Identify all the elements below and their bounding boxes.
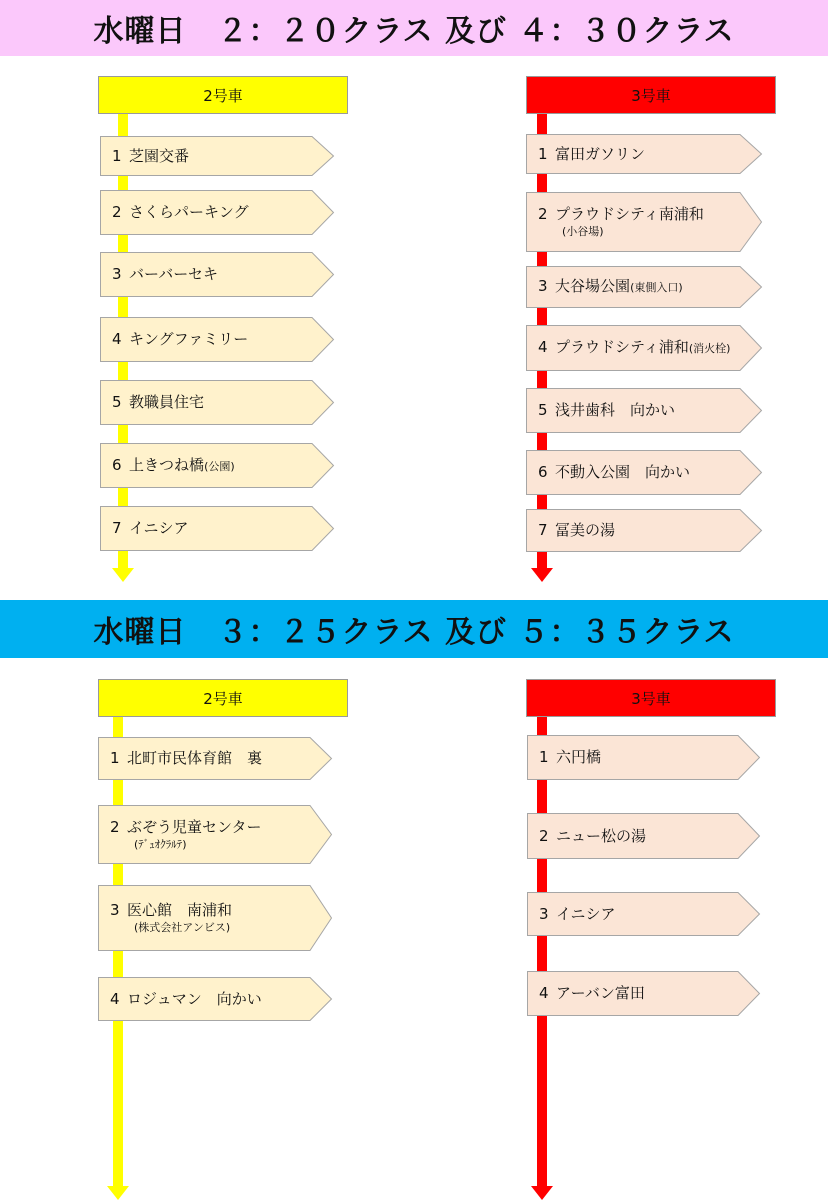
stop-text bbox=[112, 443, 306, 488]
stop-sign bbox=[526, 192, 762, 252]
stop-note: (公園) bbox=[204, 459, 235, 473]
stop-subtext: (ﾃﾞｭｵｸﾗﾙﾃ) bbox=[134, 837, 187, 851]
stop-text bbox=[538, 450, 734, 495]
stop-name: 六円橋 bbox=[556, 748, 602, 766]
section-1-route-yellow-header bbox=[98, 76, 348, 114]
stop-main-line bbox=[112, 203, 306, 222]
stop-main-line bbox=[539, 748, 732, 767]
stop-note: (東側入口) bbox=[630, 281, 683, 294]
stop-main-line bbox=[539, 827, 732, 846]
stop-name: 上きつね橋 bbox=[129, 455, 205, 474]
section-1-route-red-header bbox=[526, 76, 776, 114]
stop-sign bbox=[526, 388, 762, 433]
stop-subtext: (小谷場) bbox=[562, 225, 604, 238]
stop-text bbox=[110, 805, 304, 864]
stop-name: アーバン富田 bbox=[556, 984, 645, 1002]
stop-text bbox=[538, 266, 734, 308]
stop-main-line bbox=[110, 749, 304, 768]
stop-main-line bbox=[112, 519, 306, 538]
stop-text bbox=[539, 971, 732, 1016]
stop-number: 3 bbox=[538, 277, 548, 295]
stop-name: イニシア bbox=[556, 904, 616, 923]
stop-name: 冨美の湯 bbox=[555, 521, 616, 539]
section-2-route-yellow-name: 2号車 bbox=[203, 689, 243, 708]
section-1-route-red-name: 3号車 bbox=[631, 86, 671, 105]
stop-sign bbox=[527, 735, 760, 780]
stop-name: ロジュマン 向かい bbox=[127, 989, 262, 1008]
stop-sign bbox=[100, 506, 334, 551]
stop-number: 1 bbox=[538, 144, 548, 163]
section-1-route-yellow-name: 2号車 bbox=[203, 86, 243, 105]
stop-text bbox=[112, 380, 306, 425]
stop-name: イニシア bbox=[129, 519, 189, 537]
stop-main-line bbox=[112, 147, 306, 166]
stop-name: バーバーセキ bbox=[129, 265, 218, 283]
stop-name: プラウドシティ南浦和 bbox=[555, 205, 704, 223]
section-1-banner bbox=[0, 0, 828, 56]
stop-text bbox=[112, 190, 306, 235]
stop-sign bbox=[98, 805, 332, 864]
stop-sign bbox=[526, 266, 762, 308]
stop-sign bbox=[100, 252, 334, 297]
section-2-route-red-arrowhead bbox=[531, 1186, 553, 1200]
stop-main-line bbox=[538, 521, 734, 540]
section-1-route-red-arrowhead bbox=[531, 568, 553, 582]
stop-number: 5 bbox=[112, 393, 122, 411]
stop-sign bbox=[100, 443, 334, 488]
section-1-title: 水曜日 ２：２０クラス 及び ４：３０クラス bbox=[93, 14, 735, 49]
stop-name: 富田ガソリン bbox=[555, 144, 646, 163]
section-2-route-red-line bbox=[537, 712, 547, 1186]
stop-name: さくらパーキング bbox=[129, 203, 249, 221]
stop-main-line bbox=[539, 984, 732, 1003]
stop-number: 4 bbox=[110, 989, 120, 1008]
stop-name: ニュー松の湯 bbox=[556, 826, 647, 845]
stop-name: 大谷場公園 bbox=[555, 277, 631, 295]
stop-name: 芝園交番 bbox=[129, 146, 190, 165]
stop-sign bbox=[526, 509, 762, 552]
stop-sign bbox=[100, 190, 334, 235]
stop-number: 6 bbox=[538, 463, 548, 481]
stop-text bbox=[112, 506, 306, 551]
stop-main-line bbox=[112, 330, 306, 349]
stop-number: 4 bbox=[112, 330, 122, 348]
stop-number: 2 bbox=[539, 826, 549, 845]
stop-note: (消火栓) bbox=[688, 342, 731, 355]
stop-number: 4 bbox=[538, 338, 548, 356]
section-1-route-yellow-arrowhead bbox=[112, 568, 134, 582]
section-2-route-yellow-arrowhead bbox=[107, 1186, 129, 1200]
stop-text bbox=[538, 388, 734, 433]
stop-name: 教職員住宅 bbox=[129, 393, 205, 411]
stop-sign bbox=[100, 136, 334, 176]
section-2-title: 水曜日 ３：２５クラス 及び ５：３５クラス bbox=[93, 615, 735, 650]
stop-sign bbox=[527, 892, 760, 936]
stop-name: 北町市民体育館 裏 bbox=[127, 749, 263, 767]
stop-number: 2 bbox=[112, 203, 122, 221]
stop-main-line bbox=[538, 145, 734, 164]
stop-name: 医心館 南浦和 bbox=[127, 901, 233, 919]
stop-number: 3 bbox=[110, 901, 120, 919]
stop-text bbox=[538, 192, 734, 252]
stop-sign bbox=[526, 325, 762, 371]
stop-main-line bbox=[539, 905, 732, 924]
stop-number: 3 bbox=[539, 904, 549, 923]
stop-sign bbox=[98, 737, 332, 780]
stop-sign bbox=[98, 977, 332, 1021]
stop-number: 1 bbox=[112, 146, 122, 165]
stop-text bbox=[538, 509, 734, 552]
stop-sign bbox=[100, 317, 334, 362]
stop-number: 1 bbox=[110, 749, 120, 767]
stop-text bbox=[539, 892, 732, 936]
stop-main-line bbox=[538, 463, 734, 482]
stop-text bbox=[538, 325, 734, 371]
stop-main-line bbox=[538, 205, 734, 224]
stop-name: 不動入公園 向かい bbox=[555, 463, 691, 481]
stop-sign bbox=[526, 134, 762, 174]
stop-main-line bbox=[110, 990, 304, 1009]
stop-main-line bbox=[112, 265, 306, 284]
stop-subtext: (株式会社アンビス) bbox=[134, 921, 231, 934]
stop-number: 3 bbox=[112, 265, 122, 283]
stop-number: 4 bbox=[539, 984, 549, 1002]
stop-main-line bbox=[110, 901, 304, 920]
stop-main-line bbox=[110, 818, 304, 837]
stop-text bbox=[110, 737, 304, 780]
stop-sign bbox=[98, 885, 332, 951]
stop-sign bbox=[527, 971, 760, 1016]
stop-main-line bbox=[538, 338, 734, 358]
stop-main-line bbox=[112, 456, 306, 476]
stop-name: ぶぞう児童センター bbox=[127, 817, 262, 836]
stop-text bbox=[539, 735, 732, 780]
stop-name: キングファミリー bbox=[129, 330, 249, 348]
stop-name: プラウドシティ浦和 bbox=[555, 338, 689, 356]
section-2-route-red-name: 3号車 bbox=[631, 689, 671, 708]
stop-sign bbox=[527, 813, 760, 859]
stop-main-line bbox=[538, 401, 734, 420]
stop-text bbox=[110, 977, 304, 1021]
stop-main-line bbox=[538, 277, 734, 297]
stop-text bbox=[538, 134, 734, 174]
stop-name: 浅井歯科 向かい bbox=[555, 401, 676, 419]
stop-sign bbox=[100, 380, 334, 425]
section-2-route-red-header bbox=[526, 679, 776, 717]
stop-text bbox=[110, 885, 304, 951]
stop-number: 7 bbox=[538, 521, 548, 539]
stop-sign bbox=[526, 450, 762, 495]
stop-number: 5 bbox=[538, 401, 548, 419]
stop-text bbox=[539, 813, 732, 859]
stop-number: 2 bbox=[538, 205, 548, 223]
stop-text bbox=[112, 136, 306, 176]
stop-text bbox=[112, 252, 306, 297]
stop-main-line bbox=[112, 393, 306, 412]
stop-number: 1 bbox=[539, 748, 549, 766]
stop-text bbox=[112, 317, 306, 362]
stop-number: 2 bbox=[110, 817, 120, 836]
section-2-route-yellow-header bbox=[98, 679, 348, 717]
stop-number: 6 bbox=[112, 455, 122, 474]
stop-number: 7 bbox=[112, 519, 122, 537]
section-2-banner bbox=[0, 600, 828, 658]
